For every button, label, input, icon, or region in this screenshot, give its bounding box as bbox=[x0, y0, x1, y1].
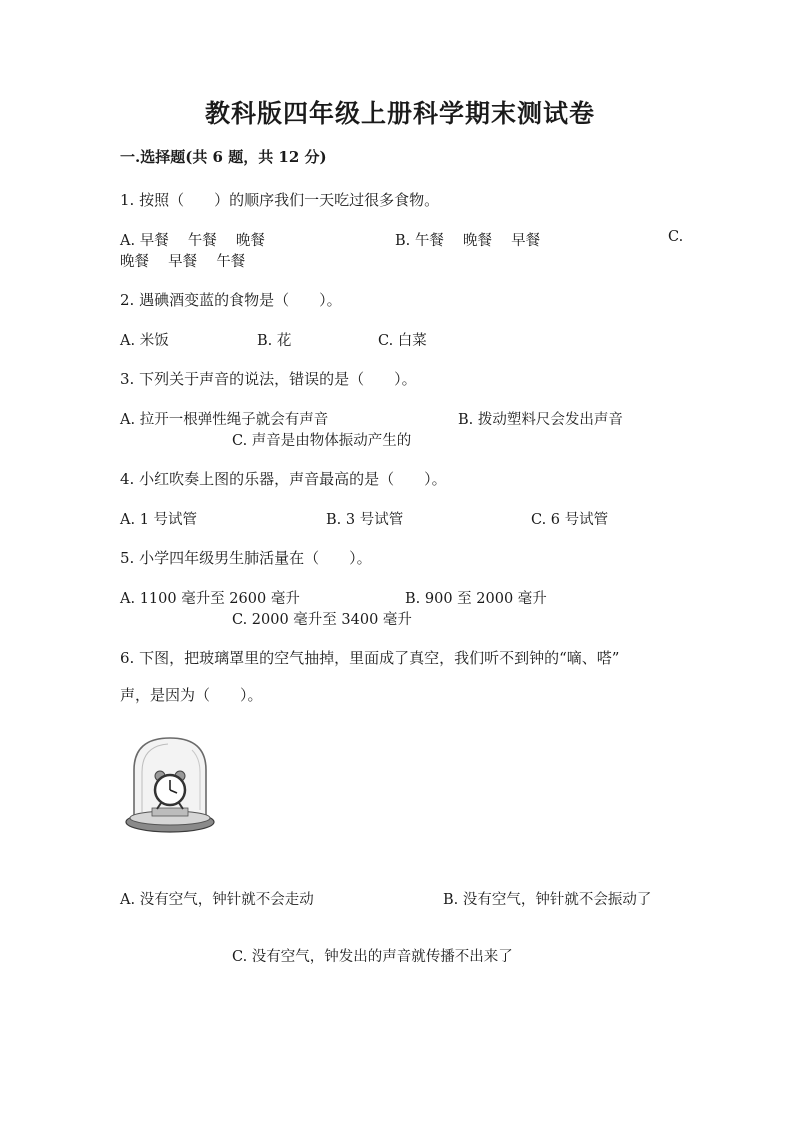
question-5-stem: 5. 小学四年级男生肺活量在（ ）。 bbox=[120, 549, 372, 567]
question-2-option-c[interactable]: C. 白菜 bbox=[378, 333, 427, 349]
question-3-option-b[interactable]: B. 拨动塑料尺会发出声音 bbox=[458, 412, 623, 428]
question-1-option-a[interactable]: A. 早餐 午餐 晚餐 bbox=[120, 233, 265, 249]
section-heading: 一.选择题(共 6 题，共 12 分) bbox=[120, 148, 327, 166]
question-6-stem-line-1: 6. 下图，把玻璃罩里的空气抽掉，里面成了真空，我们听不到钟的“嘀、嗒” bbox=[120, 649, 620, 667]
question-4-stem: 4. 小红吹奏上图的乐器，声音最高的是（ ）。 bbox=[120, 470, 447, 488]
question-3-option-c[interactable]: C. 声音是由物体振动产生的 bbox=[232, 433, 412, 449]
question-1-option-c[interactable]: C. bbox=[668, 229, 684, 245]
question-3-option-a[interactable]: A. 拉开一根弹性绳子就会有声音 bbox=[120, 412, 329, 428]
question-1-stem: 1. 按照（ ）的顺序我们一天吃过很多食物。 bbox=[120, 191, 440, 209]
question-2-option-a[interactable]: A. 米饭 bbox=[120, 333, 169, 349]
question-2-stem: 2. 遇碘酒变蓝的食物是（ ）。 bbox=[120, 291, 342, 309]
question-1-option-c-text[interactable]: 晚餐 早餐 午餐 bbox=[120, 254, 246, 270]
question-6-option-c[interactable]: C. 没有空气，钟发出的声音就传播不出来了 bbox=[232, 949, 513, 965]
page-title: 教科版四年级上册科学期末测试卷 bbox=[204, 99, 595, 128]
question-4-option-b[interactable]: B. 3 号试管 bbox=[326, 512, 404, 528]
question-1-option-b[interactable]: B. 午餐 晚餐 早餐 bbox=[395, 233, 541, 249]
question-6-option-a[interactable]: A. 没有空气，钟针就不会走动 bbox=[120, 892, 314, 908]
question-6-option-b[interactable]: B. 没有空气，钟针就不会振动了 bbox=[443, 892, 652, 908]
question-3-stem: 3. 下列关于声音的说法，错误的是（ ）。 bbox=[120, 370, 417, 388]
question-5-option-c[interactable]: C. 2000 毫升至 3400 毫升 bbox=[232, 612, 412, 628]
question-4-option-a[interactable]: A. 1 号试管 bbox=[120, 512, 198, 528]
question-2-option-b[interactable]: B. 花 bbox=[257, 333, 292, 349]
question-5-option-b[interactable]: B. 900 至 2000 毫升 bbox=[405, 591, 547, 607]
question-6-stem-line-2: 声，是因为（ ）。 bbox=[120, 686, 263, 704]
question-5-option-a[interactable]: A. 1100 毫升至 2600 毫升 bbox=[120, 591, 300, 607]
question-4-option-c[interactable]: C. 6 号试管 bbox=[531, 512, 609, 528]
bell-jar-clock-figure bbox=[120, 730, 220, 840]
